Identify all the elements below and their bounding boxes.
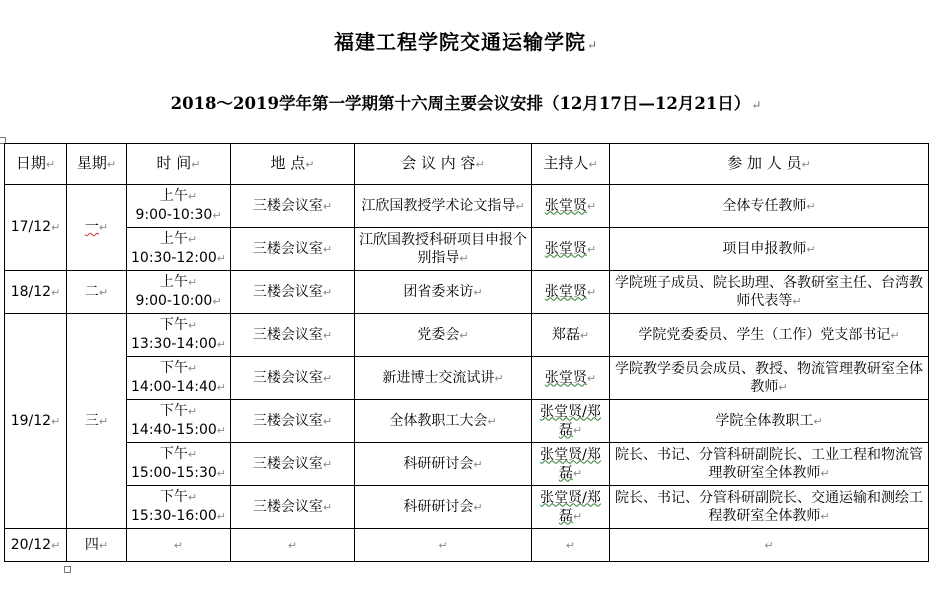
date-cell: 18/12↵ [5,271,67,314]
table-row [5,486,929,529]
table-row [5,357,929,400]
weekday-cell: 四↵ [67,529,127,562]
time-cell: 下午↵ 14:40-15:00↵ [127,400,231,443]
host-cell: 郑磊↵ [532,314,610,357]
time-cell: 上午↵ 9:00-10:00↵ [127,271,231,314]
place-cell: 三楼会议室↵ [231,357,355,400]
attendees-cell: ↵ [610,529,929,562]
content-cell: 江欣国教授学术论文指导↵ [355,185,532,228]
time-cell: 下午↵ 13:30-14:00↵ [127,314,231,357]
host-cell: 张堂贤/郑磊↵ [532,400,610,443]
place-cell: 三楼会议室↵ [231,228,355,271]
place-cell: 三楼会议室↵ [231,185,355,228]
document-title: 福建工程学院交通运输学院↵ [333,30,599,54]
content-cell: 新进博士交流试讲↵ [355,357,532,400]
date-cell: 17/12↵ [5,185,67,271]
attendees-cell: 学院教学委员会成员、教授、物流管理教研室全体教师↵ [610,357,929,400]
weekday-cell: 一↵ [67,185,127,271]
col-header-date: 日期↵ [5,144,67,185]
content-cell: ↵ [355,529,532,562]
attendees-cell: 院长、书记、分管科研副院长、交通运输和测绘工程教研室全体教师↵ [610,486,929,529]
place-cell: 三楼会议室↵ [231,400,355,443]
table-row [5,529,929,562]
col-header-attendees: 参 加 人 员↵ [610,144,929,185]
host-cell: 张堂贤↵ [532,185,610,228]
place-cell: 三楼会议室↵ [231,443,355,486]
time-cell: 下午↵ 15:30-16:00↵ [127,486,231,529]
content-cell: 团省委来访↵ [355,271,532,314]
col-header-time: 时 间↵ [127,144,231,185]
host-cell: 张堂贤↵ [532,271,610,314]
table-resize-handle[interactable] [64,566,71,573]
content-cell: 全体教职工大会↵ [355,400,532,443]
attendees-cell: 学院党委委员、学生（工作）党支部书记↵ [610,314,929,357]
time-cell: ↵ [127,529,231,562]
header-row [5,144,929,185]
table-row [5,228,929,271]
col-header-content: 会 议 内 容↵ [355,144,532,185]
content-cell: 科研研讨会↵ [355,486,532,529]
host-cell: 张堂贤↵ [532,228,610,271]
weekday-cell: 三↵ [67,314,127,529]
weekday-cell: 二↵ [67,271,127,314]
host-cell: ↵ [532,529,610,562]
table-row [5,443,929,486]
attendees-cell: 院长、书记、分管科研副院长、工业工程和物流管理教研室全体教师↵ [610,443,929,486]
date-cell: 20/12↵ [5,529,67,562]
table-row [5,185,929,228]
time-cell: 上午↵ 9:00-10:30↵ [127,185,231,228]
host-cell: 张堂贤/郑磊↵ [532,486,610,529]
attendees-cell: 项目申报教师↵ [610,228,929,271]
attendees-cell: 学院班子成员、院长助理、各教研室主任、台湾教师代表等↵ [610,271,929,314]
time-cell: 下午↵ 14:00-14:40↵ [127,357,231,400]
content-cell: 党委会↵ [355,314,532,357]
place-cell: 三楼会议室↵ [231,486,355,529]
col-header-weekday: 星期↵ [67,144,127,185]
host-cell: 张堂贤↵ [532,357,610,400]
attendees-cell: 全体专任教师↵ [610,185,929,228]
content-cell: 科研研讨会↵ [355,443,532,486]
content-cell: 江欣国教授科研项目申报个别指导↵ [355,228,532,271]
col-header-host: 主持人↵ [532,144,610,185]
time-cell: 上午↵ 10:30-12:00↵ [127,228,231,271]
document-subtitle: 2018～2019学年第一学期第十六周主要会议安排（12月17日—12月21日）↵ [170,94,762,113]
table-row [5,314,929,357]
col-header-place: 地 点↵ [231,144,355,185]
table-row [5,400,929,443]
meeting-schedule-table [4,143,929,562]
place-cell: 三楼会议室↵ [231,314,355,357]
table-row [5,271,929,314]
place-cell: 三楼会议室↵ [231,271,355,314]
host-cell: 张堂贤/郑磊↵ [532,443,610,486]
date-cell: 19/12↵ [5,314,67,529]
attendees-cell: 学院全体教职工↵ [610,400,929,443]
place-cell: ↵ [231,529,355,562]
time-cell: 下午↵ 15:00-15:30↵ [127,443,231,486]
